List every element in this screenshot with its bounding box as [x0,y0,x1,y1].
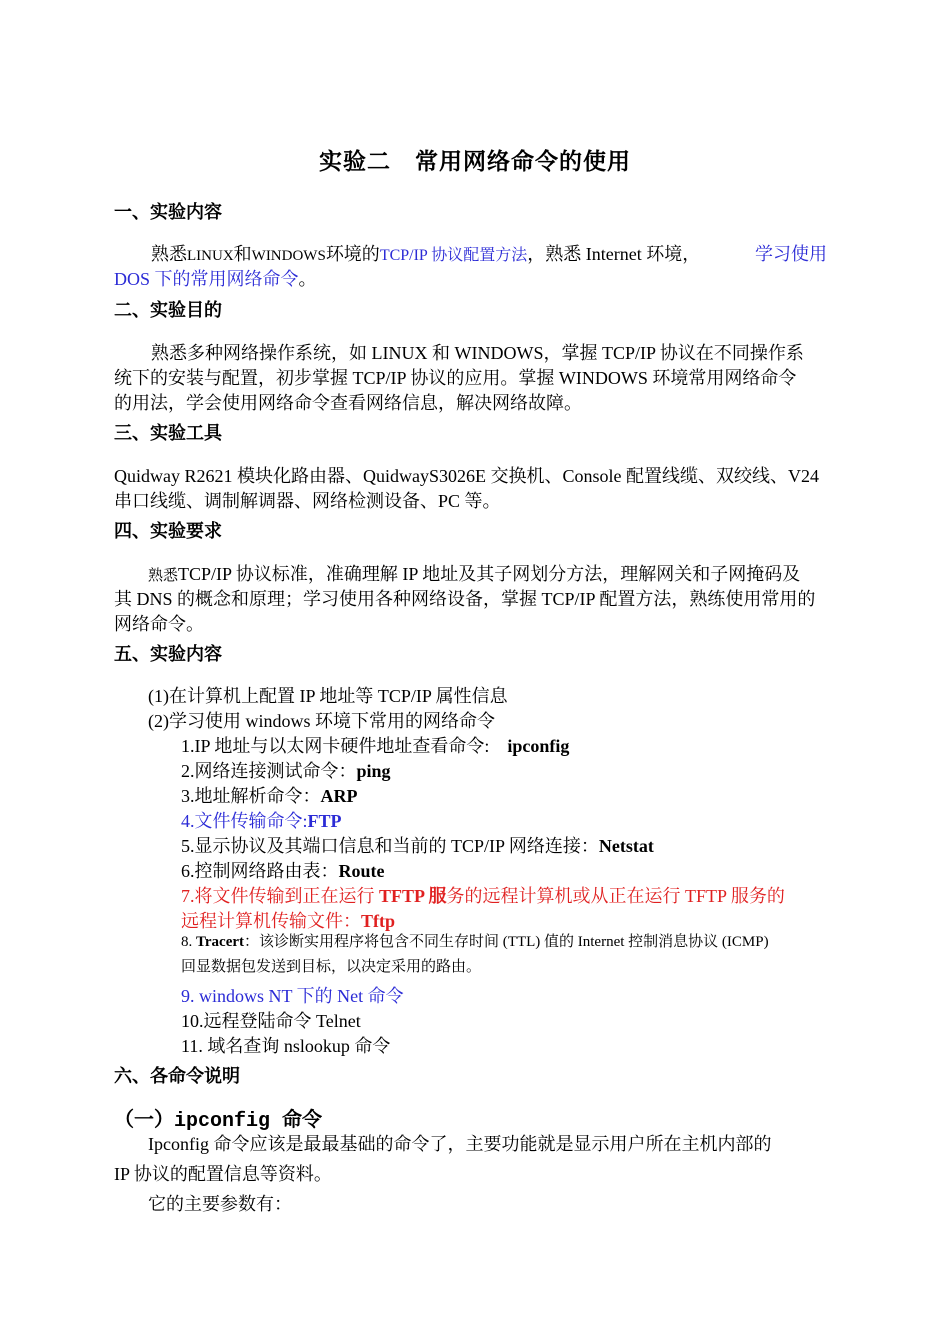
subheading-ipconfig: （一）ipconfig 命令 [114,1110,323,1133]
s1-text: 。 [298,269,317,289]
list-item-telnet: 10.远程登陆命令 Telnet [181,1011,361,1031]
dos-commands-text: DOS 下的常用网络命令 [114,269,299,289]
item-text: 4.文件传输命令: [181,811,308,831]
command-name: ipconfig [507,736,570,756]
item-text: 务的远程计算机或从正在运行 TFTP 服务的 [446,886,785,906]
s4-line3: 网络命令。 [114,614,204,634]
s4-lead: 熟悉 [148,568,179,584]
section-heading-purpose: 二、实验目的 [114,300,222,320]
s2-line3: 的用法，学会使用网络命令查看网络信息，解决网络故障。 [114,393,582,413]
s1-paragraph-line2 [114,265,317,291]
item-text: 远程计算机传输文件： [181,911,361,931]
s1-text: 环境的 [325,244,380,264]
item-text: ：该诊断实用程序将包含不同生存时间 (TTL) 值的 Internet 控制消息协议 (ICMP) [244,934,769,950]
list-item-nslookup: 11. 域名查询 nslookup 命令 [181,1036,391,1056]
list-item-arp [181,782,358,808]
s1-text: 熟悉 [151,244,187,264]
section-heading-commands: 六、各命令说明 [114,1066,240,1086]
list-item-tracert-line1 [181,930,769,955]
s4-text: TCP/IP 协议标准，准确理解 IP 地址及其子网划分方法，理解网关和子网掩码及 [178,564,801,584]
list-item-ipconfig [181,732,569,758]
list-item-route [181,857,385,883]
s1-text: 和 [233,244,252,264]
list-item-net: 9. windows NT 下的 Net 命令 [181,986,404,1006]
s6-line2: IP 协议的配置信息等资料。 [114,1164,332,1184]
item-text: 7.将文件传输到正在运行 [181,886,379,906]
list-item-netstat [181,832,654,858]
item-text: 8. [181,934,196,950]
s6-line3: 它的主要参数有： [148,1194,292,1214]
s3-line2: 串口线缆、调制解调器、网络检测设备、PC 等。 [114,491,501,511]
section-heading-content: 一、实验内容 [114,202,222,222]
page-title: 实验二 常用网络命令的使用 [319,149,631,174]
list-item-ftp [181,807,342,833]
section-heading-requirements: 四、实验要求 [114,521,222,541]
command-name: Route [338,861,385,881]
list-item: (2)学习使用 windows 环境下常用的网络命令 [148,711,495,731]
command-name: Tracert [196,934,245,950]
command-name: ping [356,761,391,781]
item-text: 2.网络连接测试命令： [181,761,357,781]
command-name: Tftp [361,911,396,931]
s1-paragraph-line1 [151,240,700,266]
section-heading-content-2: 五、实验内容 [114,644,222,664]
tcpip-config-link-text: TCP/IP 协议配置方法 [379,247,528,264]
s4-line2: 其 DNS 的概念和原理；学习使用各种网络设备，掌握 TCP/IP 配置方法，熟练使用常用的 [114,589,816,609]
s1-blue-text: 学习使用 [755,244,827,264]
item-text: 3.地址解析命令： [181,786,321,806]
command-name: FTP [307,811,342,831]
item-bold-text: TFTP 服 [379,886,447,906]
s2-line2: 统下的安装与配置，初步掌握 TCP/IP 协议的应用。掌握 WINDOWS 环境常用网络命令 [114,368,797,388]
s3-line1: Quidway R2621 模块化路由器、QuidwayS3026E 交换机、Console 配置线缆、双绞线、V24 [114,466,819,486]
s2-line1: 熟悉多种网络操作系统，如 LINUX 和 WINDOWS，掌握 TCP/IP 协议在不同操作系 [151,343,804,363]
s4-line1 [148,560,800,586]
s1-text: ，熟悉 Internet 环境， [527,244,701,264]
s6-line1: Ipconfig 命令应该是最最基础的命令了，主要功能就是显示用户所在主机内部的 [148,1134,772,1154]
item-text: 1.IP 地址与以太网卡硬件地址查看命令: [181,736,508,756]
list-item-tftp-line1 [181,882,785,908]
list-item-ping [181,757,391,783]
list-item: (1)在计算机上配置 IP 地址等 TCP/IP 属性信息 [148,686,508,706]
item-text: 5.显示协议及其端口信息和当前的 TCP/IP 网络连接： [181,836,599,856]
section-heading-tools: 三、实验工具 [114,423,222,443]
s1-text: LINUX [187,248,234,264]
command-name: ARP [320,786,358,806]
list-item-tracert-line2: 回显数据包发送到目标，以决定采用的路由。 [181,959,482,975]
command-name: Netstat [598,836,654,856]
s1-text: WINDOWS [251,248,326,264]
item-text: 6.控制网络路由表： [181,861,339,881]
